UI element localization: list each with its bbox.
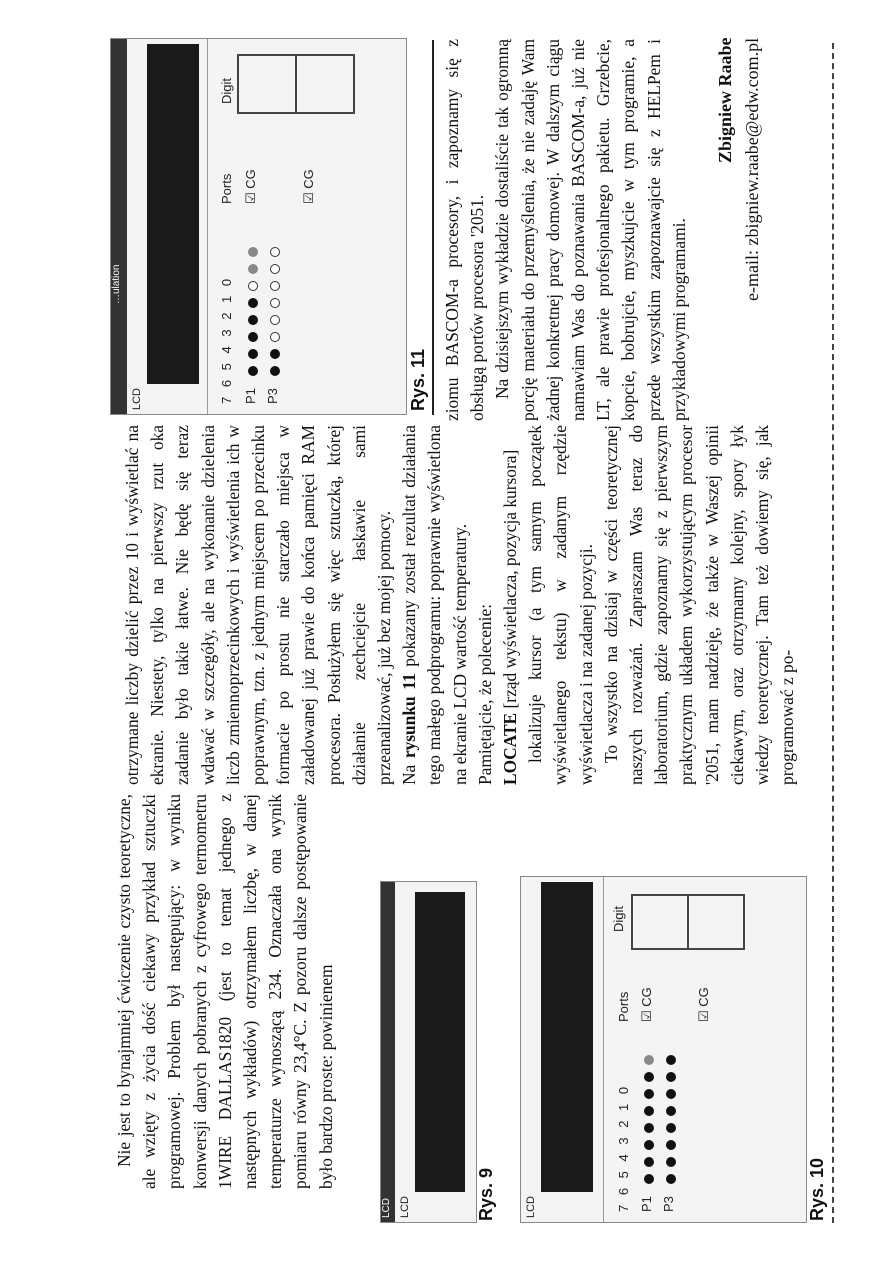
figure-10-row-p1: P1 bbox=[639, 1196, 654, 1212]
figure-11-divider bbox=[207, 39, 208, 414]
figure-11-cg1: ☑ CG bbox=[243, 169, 258, 204]
col2-p2 bbox=[397, 425, 473, 785]
col2-p3: Pamiętajcie, że polecenie: bbox=[474, 603, 495, 785]
col2-p4-a: LOCATE bbox=[500, 712, 521, 785]
figure-10-p1-dots bbox=[641, 1048, 659, 1184]
figure-10-lcd-label: LCD bbox=[525, 1195, 537, 1218]
column-3 bbox=[440, 39, 692, 421]
figure-10-digit-top bbox=[631, 894, 689, 950]
figure-11-cg1-text: CG bbox=[243, 169, 258, 189]
col2-p2-c: pokazany został rezultat działania tego małego podprogramu: poprawnie wyświetlona na ekranie LCD wartość temperatury. bbox=[399, 425, 470, 785]
figure-10-bit-header: 7 6 5 4 3 2 1 0 bbox=[616, 1083, 631, 1212]
figure-10-divider bbox=[603, 877, 604, 1222]
col2-p2-a: Na bbox=[399, 758, 420, 785]
figure-10-cg2: ☑ CG bbox=[696, 987, 711, 1022]
figure-11-title: …ulation bbox=[111, 264, 122, 304]
figure-11-lcd-display bbox=[147, 44, 199, 384]
figure-11-rule bbox=[432, 40, 434, 415]
figure-10-cg1-text: CG bbox=[639, 987, 654, 1007]
figure-11-row-p1: P1 bbox=[243, 388, 258, 404]
col1-paragraph: Nie jest to bynajmniej ćwiczenie czysto teoretyczne, ale wzięty z życia dość ciekawy przykład sztuczki programowej. Problem był następujący: w wyniku konwersji danych pobranych z cyfrowego termometru 1WIRE DALLAS1820 (jest to temat jednego z następnych wykładów) otrzymałem liczbę, w danej temperaturze wynoszącą 234. Oznaczała ona wynik pomiaru równy 23,4°C. Z pozoru dalsze postępowanie było bardzo proste: powinienem bbox=[114, 794, 336, 1189]
figure-11-digit-top bbox=[237, 54, 297, 114]
figure-9-title: LCD bbox=[381, 1197, 392, 1218]
figure-10-cg2-text: CG bbox=[696, 987, 711, 1007]
figure-11-lcd-label: LCD bbox=[131, 387, 143, 410]
figure-11-bit-header: 7 6 5 4 3 2 1 0 bbox=[219, 275, 234, 404]
col3-p2: Na dzisiejszym wykładzie dostaliście tak ogromną porcję materiału do przemyślenia, że nie zadaję Wam żadnej konkretnej pracy domowej. W dalszym ciągu namawiam Was do poznawania BASCOM-a, już nie LT, ale prawie profesjonalnego pakietu. Grzebcie, kopcie, bobrujcie, myszkujcie w tym programie, a przede wszystkim zapoznawajcie się z HELPem i przykładowymi programami. bbox=[492, 39, 689, 421]
column-2 bbox=[120, 425, 800, 785]
figure-10-digit-label: Digit bbox=[611, 905, 626, 932]
figure-11-ports-label: Ports bbox=[219, 173, 234, 204]
figure-9-lcd-display bbox=[415, 892, 465, 1192]
col2-p6: To wszystko na dzisiaj w części teoretycznej naszych rozważań. Zapraszam Was teraz do laboratorium, gdzie zapoznamy się z pierwszym praktycznym układem wykorzystującym procesor '2051, mam nadzieję, że także w Waszej opinii ciekawym, oraz otrzymamy kolejny, spory łyk wiedzy teoretycznej. Tam też dowiemy się, jak programować z po- bbox=[600, 425, 798, 785]
figure-10-p3-dots bbox=[663, 1048, 681, 1184]
col3-p1: ziomu BASCOM-a procesory, i zapoznamy się z obsługą portów procesora '2051. bbox=[442, 39, 488, 421]
figure-11-window bbox=[110, 38, 407, 415]
figure-10-cg1: ☑ CG bbox=[639, 987, 654, 1022]
figure-10-row-p3: P3 bbox=[661, 1196, 676, 1212]
author-email: e-mail: zbigniew.raabe@edw.com.pl bbox=[742, 37, 762, 301]
figure-11-caption: Rys. 11 bbox=[408, 348, 428, 411]
figure-10-caption: Rys. 10 bbox=[807, 1157, 827, 1221]
col2-p1: otrzymane liczby dzielić przez 10 i wyświetlać na ekranie. Niestety, tylko na pierwszy rzut oka zadanie było takie łatwe. Nie będę się teraz wdawać w szczegóły, ale na wykonanie dzielenia liczb zmiennoprzecinkowych i wyświetlenia ich w poprawnym, tzn. z jednym miejscem po przecinku formacie po prostu nie starczało miejsca w załadowanej już prawie do końca pamięci RAM procesora. Posłużyłem się więc sztuczką, której działanie zechciejcie łaskawie sami przeanalizować, już bez mojej pomocy. bbox=[122, 425, 395, 785]
figure-11-titlebar bbox=[111, 39, 127, 414]
col2-p2-b: rysunku 11 bbox=[399, 673, 420, 759]
figure-11-cg2: ☑ CG bbox=[301, 169, 316, 204]
figure-10-lcd-display bbox=[541, 882, 593, 1192]
figure-11-p3-dots bbox=[267, 240, 285, 376]
figure-9-titlebar bbox=[381, 882, 395, 1222]
figure-11-cg2-text: CG bbox=[301, 169, 316, 189]
figure-9-window bbox=[380, 881, 477, 1223]
figure-11-p1-dots bbox=[245, 240, 263, 376]
figure-9-lcd-label: LCD bbox=[399, 1195, 411, 1218]
figure-9-caption: Rys. 9 bbox=[476, 1167, 496, 1221]
figure-10-ports-label: Ports bbox=[616, 991, 631, 1022]
figure-10-window bbox=[520, 876, 807, 1223]
figure-11-row-p3: P3 bbox=[265, 388, 280, 404]
column-1 bbox=[112, 794, 339, 1189]
author-name: Zbigniew Raabe bbox=[715, 37, 735, 163]
col2-p4-b: [rząd wyświetlacza, pozycja kursora] bbox=[500, 449, 521, 713]
figure-11-digit-bottom bbox=[295, 54, 355, 114]
col2-p4 bbox=[498, 425, 523, 785]
page-cut-line bbox=[832, 43, 834, 1223]
col2-p5: lokalizuje kursor (a tym samym początek wyświetlanego tekstu) w zadanym rzędzie wyświetlacza i na zadanej pozycji. bbox=[525, 425, 596, 785]
figure-10-digit-bottom bbox=[687, 894, 745, 950]
figure-11-digit-label: Digit bbox=[219, 77, 234, 104]
